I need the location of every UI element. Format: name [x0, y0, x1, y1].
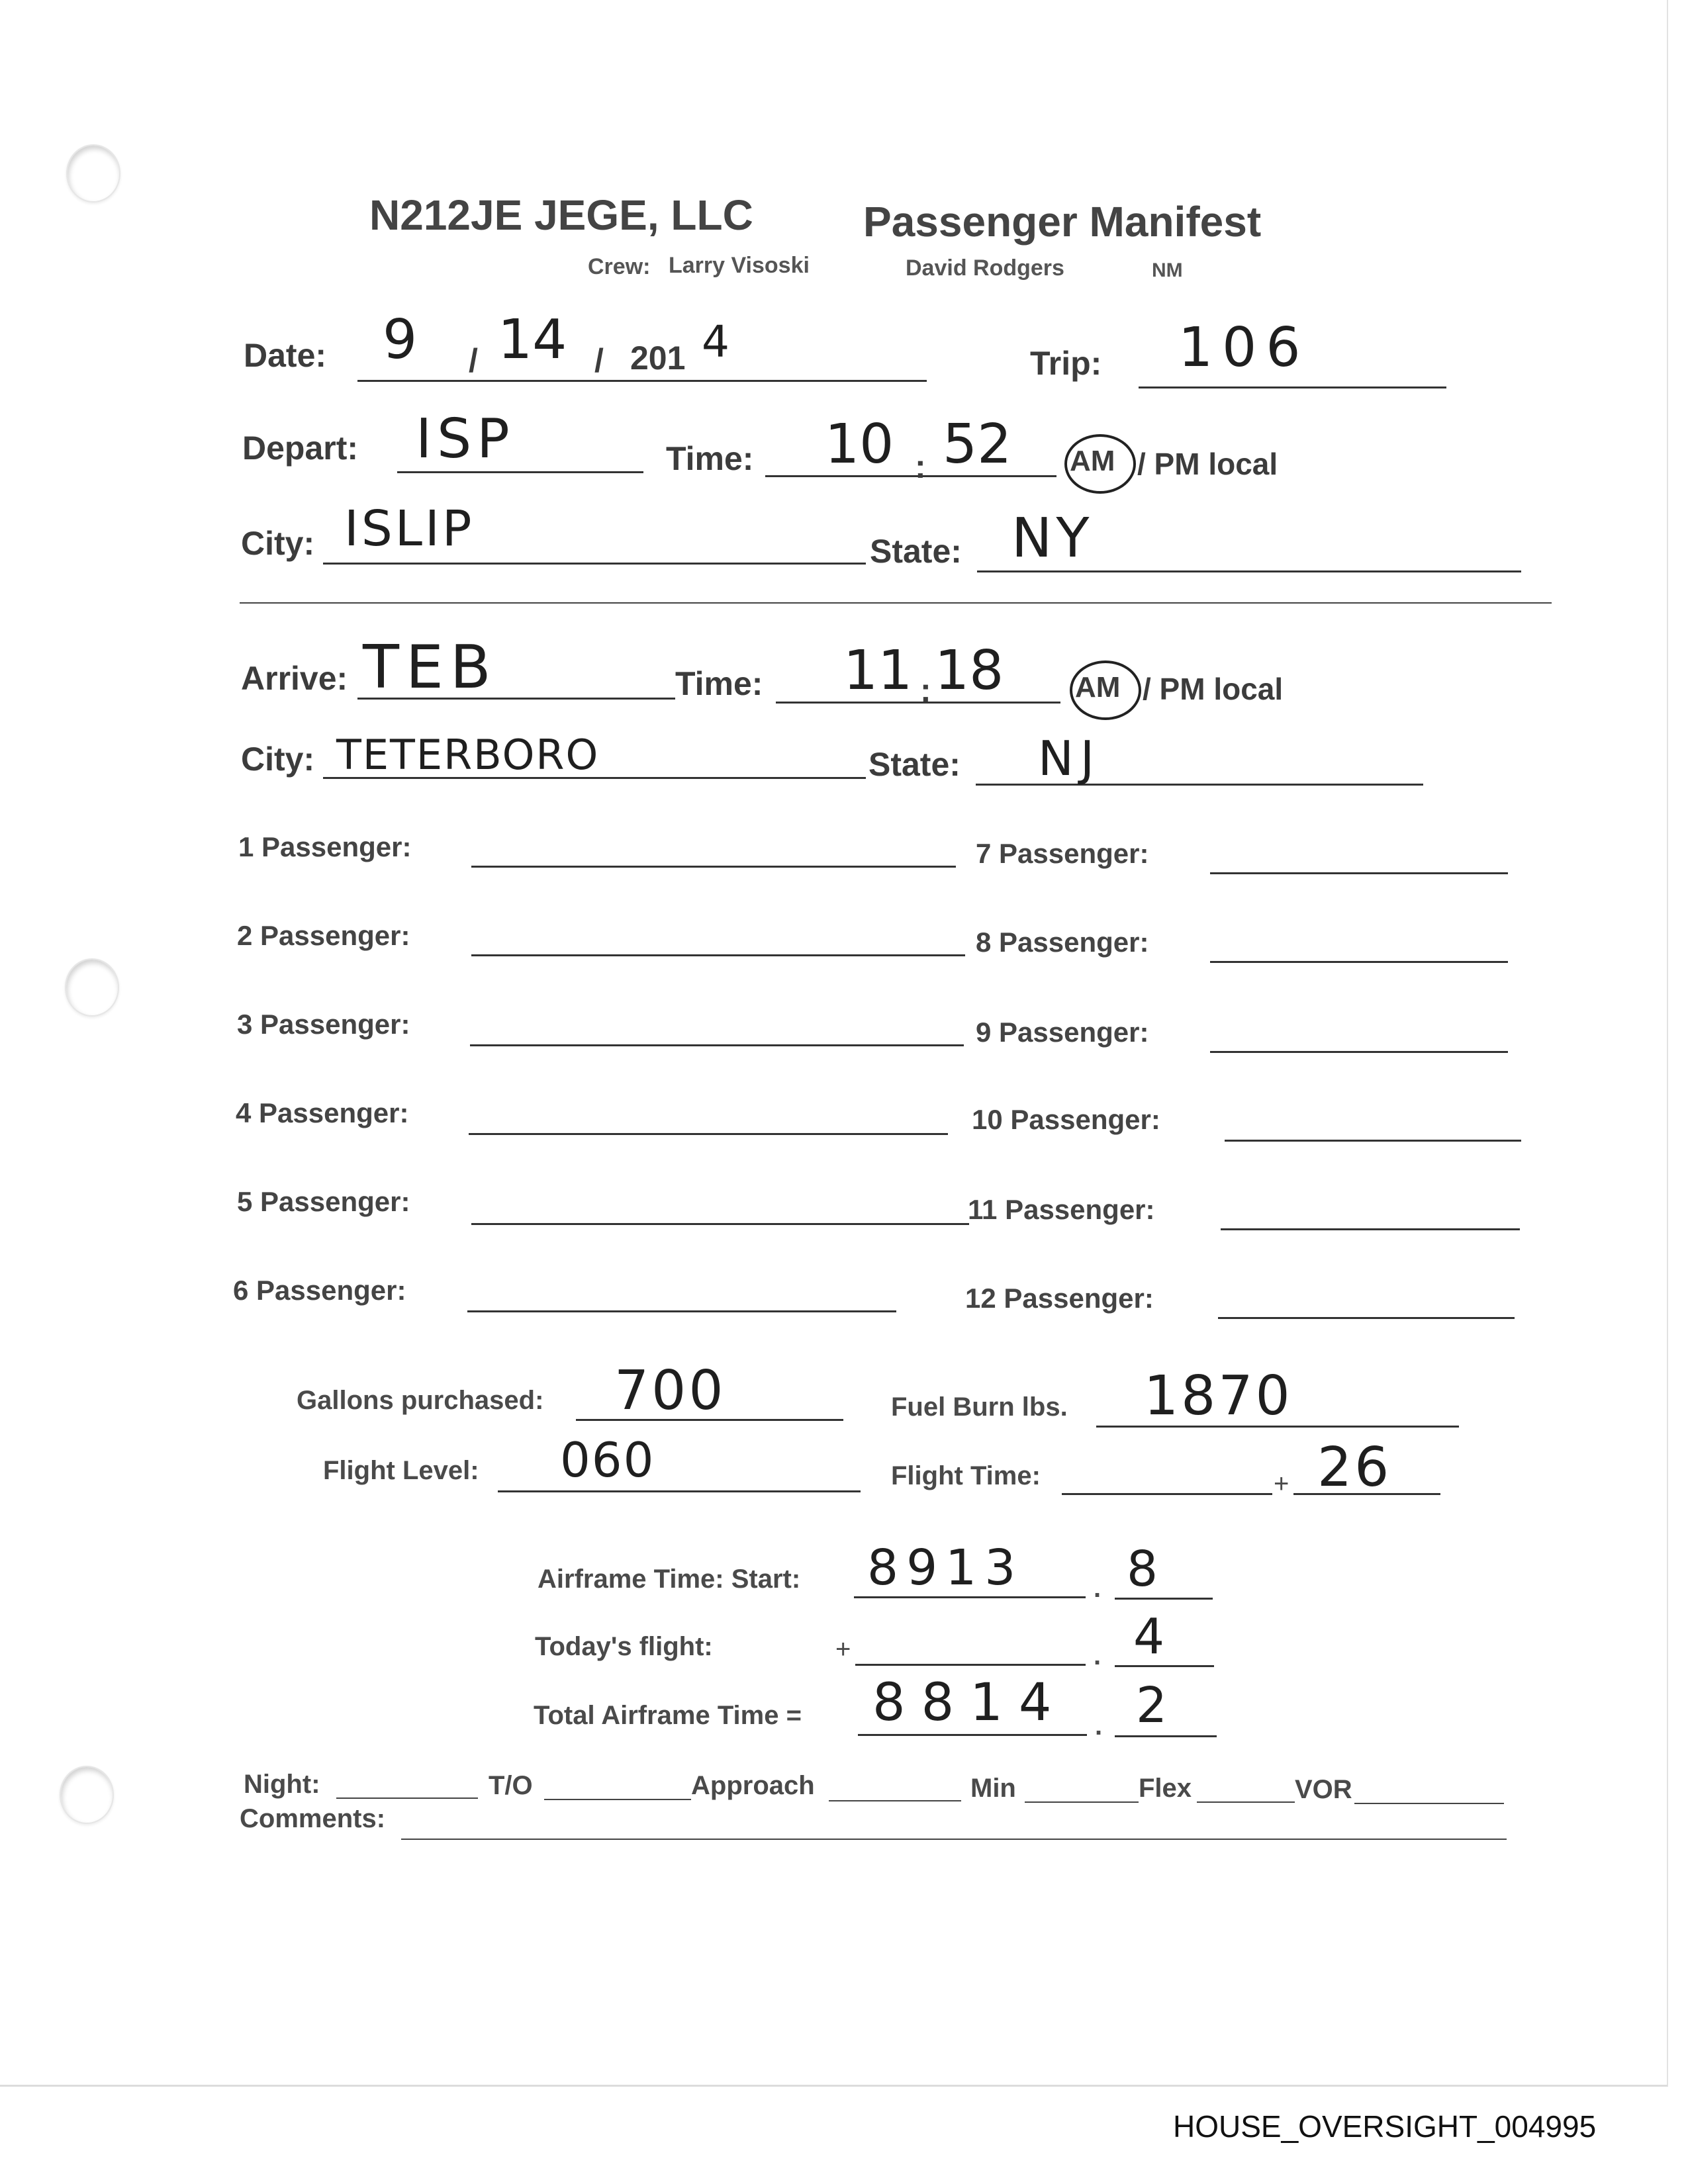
date-year-handwritten: 4 — [702, 316, 729, 367]
total-airframe-whole: 8814 — [872, 1673, 1068, 1733]
date-month: 9 — [383, 308, 418, 371]
depart-minute: 52 — [943, 413, 1012, 476]
arrive-pm-local: / PM local — [1143, 672, 1284, 706]
todays-flight-tenth: 4 — [1133, 1608, 1165, 1665]
airframe-start-whole-line — [854, 1596, 1086, 1598]
passenger-4-line[interactable] — [469, 1133, 948, 1135]
night-line — [336, 1797, 478, 1799]
depart-state: NY — [1011, 507, 1094, 570]
flight-level-line — [498, 1490, 861, 1492]
arrive-minute: 18 — [935, 639, 1004, 702]
airframe-start-label: Airframe Time: Start: — [538, 1565, 801, 1594]
depart-city: ISLIP — [344, 500, 475, 557]
takeoff-line — [544, 1799, 691, 1800]
gallons-label: Gallons purchased: — [297, 1386, 544, 1415]
depart-city-line — [323, 563, 866, 565]
date-separator-2: / — [594, 342, 604, 379]
arrive-hour: 11 — [843, 639, 913, 702]
date-separator-1: / — [469, 342, 478, 379]
arrive-city-label: City: — [241, 741, 315, 778]
passenger-10-label: 10 Passenger: — [972, 1104, 1160, 1135]
vor-label: VOR — [1295, 1775, 1352, 1804]
flight-level-value: 060 — [560, 1432, 655, 1488]
airframe-start-whole: 8913 — [867, 1539, 1024, 1596]
approach-line — [829, 1800, 961, 1801]
passenger-5-line[interactable] — [471, 1223, 969, 1225]
vor-line — [1354, 1803, 1504, 1804]
depart-pm-local: / PM local — [1137, 447, 1278, 481]
passenger-12-label: 12 Passenger: — [965, 1283, 1154, 1314]
arrive-label: Arrive: — [241, 660, 348, 697]
total-airframe-dot: . — [1095, 1711, 1103, 1741]
flight-time-minutes: 26 — [1317, 1436, 1392, 1499]
passenger-8-line[interactable] — [1210, 961, 1508, 963]
flight-time-plus: + — [1274, 1469, 1289, 1498]
todays-flight-whole-line — [855, 1664, 1086, 1666]
section-divider — [240, 602, 1552, 604]
trip-number: 106 — [1178, 316, 1310, 379]
passenger-9-label: 9 Passenger: — [976, 1017, 1149, 1048]
min-label: Min — [970, 1774, 1016, 1803]
takeoff-label: T/O — [489, 1771, 533, 1800]
passenger-11-line[interactable] — [1221, 1228, 1520, 1230]
total-airframe-tenth-line — [1115, 1735, 1217, 1737]
passenger-12-line[interactable] — [1218, 1317, 1515, 1319]
binder-hole-middle — [65, 958, 119, 1017]
airframe-start-tenth-line — [1115, 1598, 1213, 1600]
date-label: Date: — [244, 337, 327, 374]
depart-city-label: City: — [241, 525, 315, 562]
date-day: 14 — [498, 308, 567, 371]
depart-time-colon: : — [915, 448, 926, 485]
passenger-4-label: 4 Passenger: — [236, 1097, 409, 1128]
passenger-3-label: 3 Passenger: — [237, 1009, 410, 1040]
passenger-8-label: 8 Passenger: — [976, 927, 1149, 958]
comments-line — [401, 1839, 1507, 1840]
passenger-7-line[interactable] — [1210, 872, 1508, 874]
passenger-10-line[interactable] — [1225, 1140, 1521, 1142]
date-year-printed: 201 — [630, 340, 686, 377]
arrive-airport-code: TEB — [363, 633, 498, 702]
passenger-3-line[interactable] — [470, 1044, 964, 1046]
arrive-time-line — [776, 702, 1060, 704]
flight-time-label: Flight Time: — [891, 1461, 1041, 1490]
arrive-am: AM — [1075, 671, 1121, 704]
todays-flight-plus: + — [835, 1635, 851, 1664]
depart-hour: 10 — [825, 413, 894, 476]
arrive-state-label: State: — [868, 746, 961, 783]
passenger-9-line[interactable] — [1210, 1051, 1508, 1053]
depart-line — [397, 471, 643, 473]
passenger-2-line[interactable] — [471, 954, 965, 956]
flex-label: Flex — [1139, 1774, 1192, 1803]
company-name: N212JE JEGE, LLC — [369, 191, 753, 239]
crew-member-2: David Rodgers — [906, 255, 1064, 281]
trip-line — [1139, 387, 1446, 388]
arrive-city: TETERBORO — [336, 731, 600, 779]
depart-label: Depart: — [242, 430, 359, 467]
date-line — [357, 380, 927, 382]
flight-time-hours-line — [1062, 1493, 1272, 1495]
total-airframe-label: Total Airframe Time = — [534, 1701, 802, 1730]
flight-level-label: Flight Level: — [323, 1456, 479, 1485]
depart-state-line — [977, 570, 1521, 572]
todays-flight-dot: . — [1094, 1641, 1102, 1670]
bates-number: HOUSE_OVERSIGHT_004995 — [1173, 2109, 1597, 2144]
night-label: Night: — [244, 1770, 320, 1799]
passenger-7-label: 7 Passenger: — [976, 838, 1149, 869]
passenger-6-line[interactable] — [467, 1310, 896, 1312]
trip-label: Trip: — [1030, 345, 1102, 382]
gallons-value: 700 — [614, 1359, 726, 1422]
binder-hole-bottom — [60, 1766, 114, 1824]
passenger-2-label: 2 Passenger: — [237, 920, 410, 951]
todays-flight-tenth-line — [1115, 1665, 1214, 1667]
depart-airport-code: ISP — [416, 408, 515, 471]
passenger-1-line[interactable] — [471, 866, 956, 868]
passenger-6-label: 6 Passenger: — [233, 1275, 406, 1306]
flex-line — [1197, 1801, 1295, 1803]
total-airframe-whole-line — [858, 1734, 1087, 1736]
todays-flight-label: Today's flight: — [535, 1632, 713, 1661]
form-title: Passenger Manifest — [863, 198, 1262, 246]
fuel-burn-value: 1870 — [1144, 1365, 1293, 1428]
airframe-start-tenth: 8 — [1127, 1541, 1158, 1598]
depart-time-line — [765, 475, 1056, 477]
fuel-burn-label: Fuel Burn lbs. — [891, 1392, 1068, 1422]
depart-am: AM — [1070, 445, 1115, 477]
crew-member-1: Larry Visoski — [669, 253, 810, 278]
passenger-11-label: 11 Passenger: — [968, 1194, 1155, 1225]
arrive-state: NJ — [1038, 731, 1102, 786]
arrive-time-label: Time: — [675, 665, 763, 702]
depart-state-label: State: — [870, 533, 962, 570]
crew-label: Crew: — [588, 254, 651, 279]
depart-time-label: Time: — [666, 440, 754, 477]
crew-member-3: NM — [1152, 259, 1183, 281]
arrive-time-colon: : — [920, 672, 931, 709]
approach-label: Approach — [691, 1771, 815, 1800]
airframe-start-dot: . — [1094, 1574, 1102, 1603]
binder-hole-top — [66, 144, 120, 203]
total-airframe-tenth: 2 — [1136, 1677, 1168, 1734]
comments-label: Comments: — [240, 1804, 386, 1833]
passenger-5-label: 5 Passenger: — [237, 1186, 410, 1217]
min-line — [1025, 1801, 1139, 1803]
passenger-1-label: 1 Passenger: — [238, 831, 412, 862]
